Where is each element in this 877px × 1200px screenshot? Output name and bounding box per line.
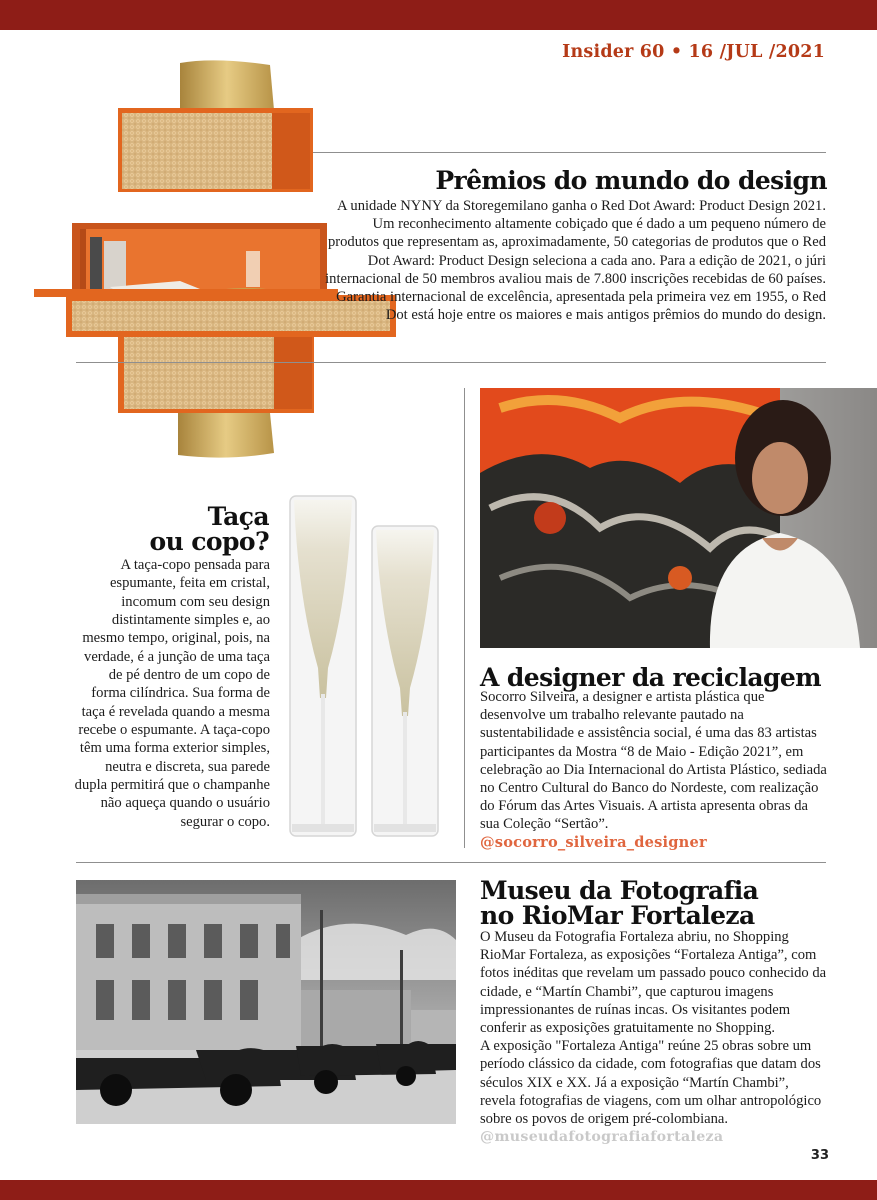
museum-title-line1: Museu da Fotografia bbox=[480, 876, 759, 905]
museum-body bbox=[480, 928, 828, 1146]
museum-title-line2: no RioMar Fortaleza bbox=[480, 901, 755, 930]
museum-paragraph-2: A exposição "Fortaleza Antiga" reúne 25 obras sobre um período clássico da cidade, com fotografias que datam dos séculos XIX e XX. Já a exposição “Martín Chambi”, revela fotografias de viagens, com um olhar antropológico sobre os povos de origem pré-colombiana. bbox=[480, 1038, 822, 1128]
museum-title bbox=[480, 878, 758, 928]
awards-body: A unidade NYNY da Storegemilano ganha o Red Dot Award: Product Design 2021. Um reconhecimento altamente cobiçado que é dado a um pequeno número de produtos que representam as, aproximadamente, 50 categorias de produtos que o Red Dot Award: Product Design seleciona a cada ano. Para a edição de 2021, o júri internacional de 50 membros avaliou mais de 7.800 inscrições recebidas de 60 países. Garantia internacional de excelência, apresentada pela primeira vez em 1955, o Red Dot está hoje entre os maiores e mais antigos prêmios do mundo do design. bbox=[325, 198, 826, 324]
page-number: 33 bbox=[810, 1148, 829, 1163]
museum-instagram-handle[interactable]: @museudafotografiafortaleza bbox=[480, 1129, 724, 1146]
bottom-color-band bbox=[0, 1180, 877, 1200]
champagne-glasses-image bbox=[280, 488, 450, 840]
awards-title: Prêmios do mundo do design bbox=[435, 166, 827, 195]
glass-title-line1: Taça bbox=[207, 502, 269, 531]
issue-line: Insider 60 • 16 /JUL /2021 bbox=[562, 42, 825, 62]
glass-title-line2: ou copo? bbox=[149, 527, 269, 556]
vertical-divider bbox=[464, 388, 465, 848]
artist-photo bbox=[480, 388, 877, 648]
designer-body-text: Socorro Silveira, a designer e artista plástica que desenvolve um trabalho relevante pautado na sustentabilidade e assistência social, é uma das 83 artistas participantes da Mostra “8 de Maio - Edição 2021”, em celebração ao Dia Internacional do Artista Plástico, sediada no Centro Cultural do Banco do Nordeste, com realização do Fórum das Artes Visuais. A artista apresenta obras da sua Coleção “Sertão”. bbox=[480, 689, 827, 833]
museum-paragraph-1: O Museu da Fotografia Fortaleza abriu, no Shopping RioMar Fortaleza, as exposições “Fortaleza Antiga”, com fotos inéditas que revelam um passado pouco conhecido da cidade, e “Martín Chambi”, que capturou imagens impressionantes de ruínas incas. Os visitantes podem conferir as exposições gratuitamente no Shopping. bbox=[480, 929, 827, 1037]
designer-title: A designer da reciclagem bbox=[480, 663, 822, 692]
designer-body bbox=[480, 688, 828, 852]
top-color-band bbox=[0, 0, 877, 30]
divider-mid bbox=[76, 362, 826, 363]
fortaleza-historic-photo bbox=[76, 880, 456, 1124]
glass-title bbox=[150, 504, 269, 554]
designer-instagram-handle[interactable]: @socorro_silveira_designer bbox=[480, 833, 707, 851]
divider-lower bbox=[76, 862, 826, 863]
glass-body: A taça-copo pensada para espumante, feita em cristal, incomum com seu design distintamente simples e, ao mesmo tempo, original, pois, na verdade, é a junção de uma taça de pé dentro de um copo de forma cilíndrica. Sua forma de taça é revelada quando a mesma recebe o espumante. A taça-copo têm uma forma exterior simples, neutra e discreta, sua parede dupla permitirá que o champanhe não aqueça quando o usuário segurar o copo. bbox=[74, 557, 270, 830]
